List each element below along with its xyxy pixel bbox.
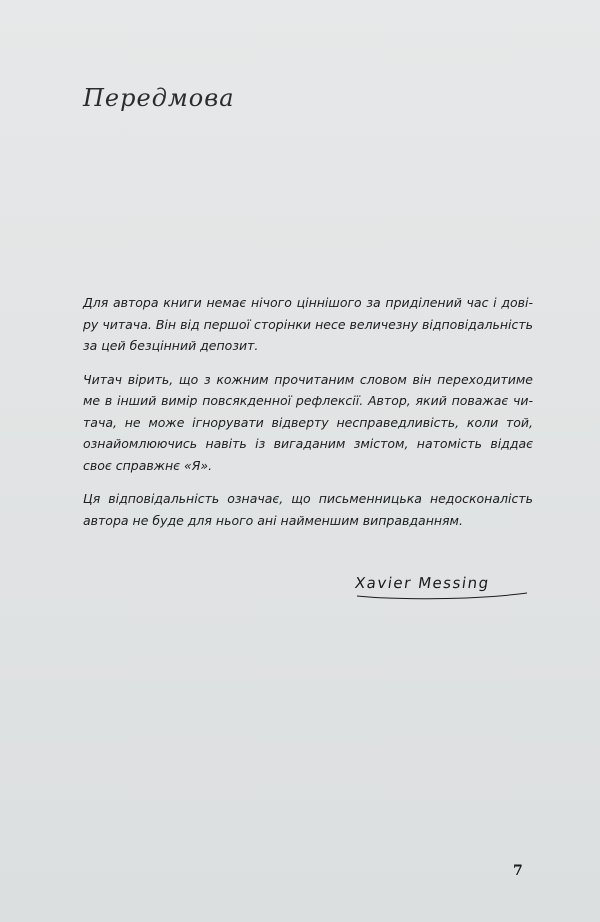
paragraph-2 bbox=[83, 369, 533, 477]
paragraph-1 bbox=[83, 292, 533, 357]
text-line: за цей безцінний депозит. bbox=[83, 338, 259, 353]
signature-stroke bbox=[355, 560, 530, 610]
page-number: 7 bbox=[513, 863, 523, 879]
text-line: ме в інший вимір повсякденної рефлексії. Автор, який поважає чи- bbox=[83, 393, 533, 408]
author-signature bbox=[355, 560, 530, 610]
text-line: Для автора книги немає нічого ціннішого за приділений час і дові- bbox=[83, 295, 533, 310]
text-line: тача, не може ігнорувати відверту несправедливість, коли той, bbox=[83, 414, 533, 430]
text-line: автора не буде для нього ані найменшим виправданням. bbox=[83, 512, 463, 528]
paragraph-3 bbox=[83, 488, 533, 531]
preface-text bbox=[83, 292, 533, 543]
text-line: своє справжнє «Я». bbox=[83, 457, 213, 473]
page-heading: Передмова bbox=[83, 84, 235, 112]
signature-text: Xavier Messing bbox=[353, 574, 491, 592]
text-line: Ця відповідальність означає, що письменницька недосконалість bbox=[83, 491, 533, 506]
text-line: Читач вірить, що з кожним прочитаним словом він переходитиме bbox=[83, 371, 533, 387]
text-line: ру читача. Він від першої сторінки несе величезну відповідальність bbox=[83, 316, 533, 332]
text-line: ознайомлюючись навіть із вигаданим змістом, натомість віддає bbox=[83, 436, 533, 451]
